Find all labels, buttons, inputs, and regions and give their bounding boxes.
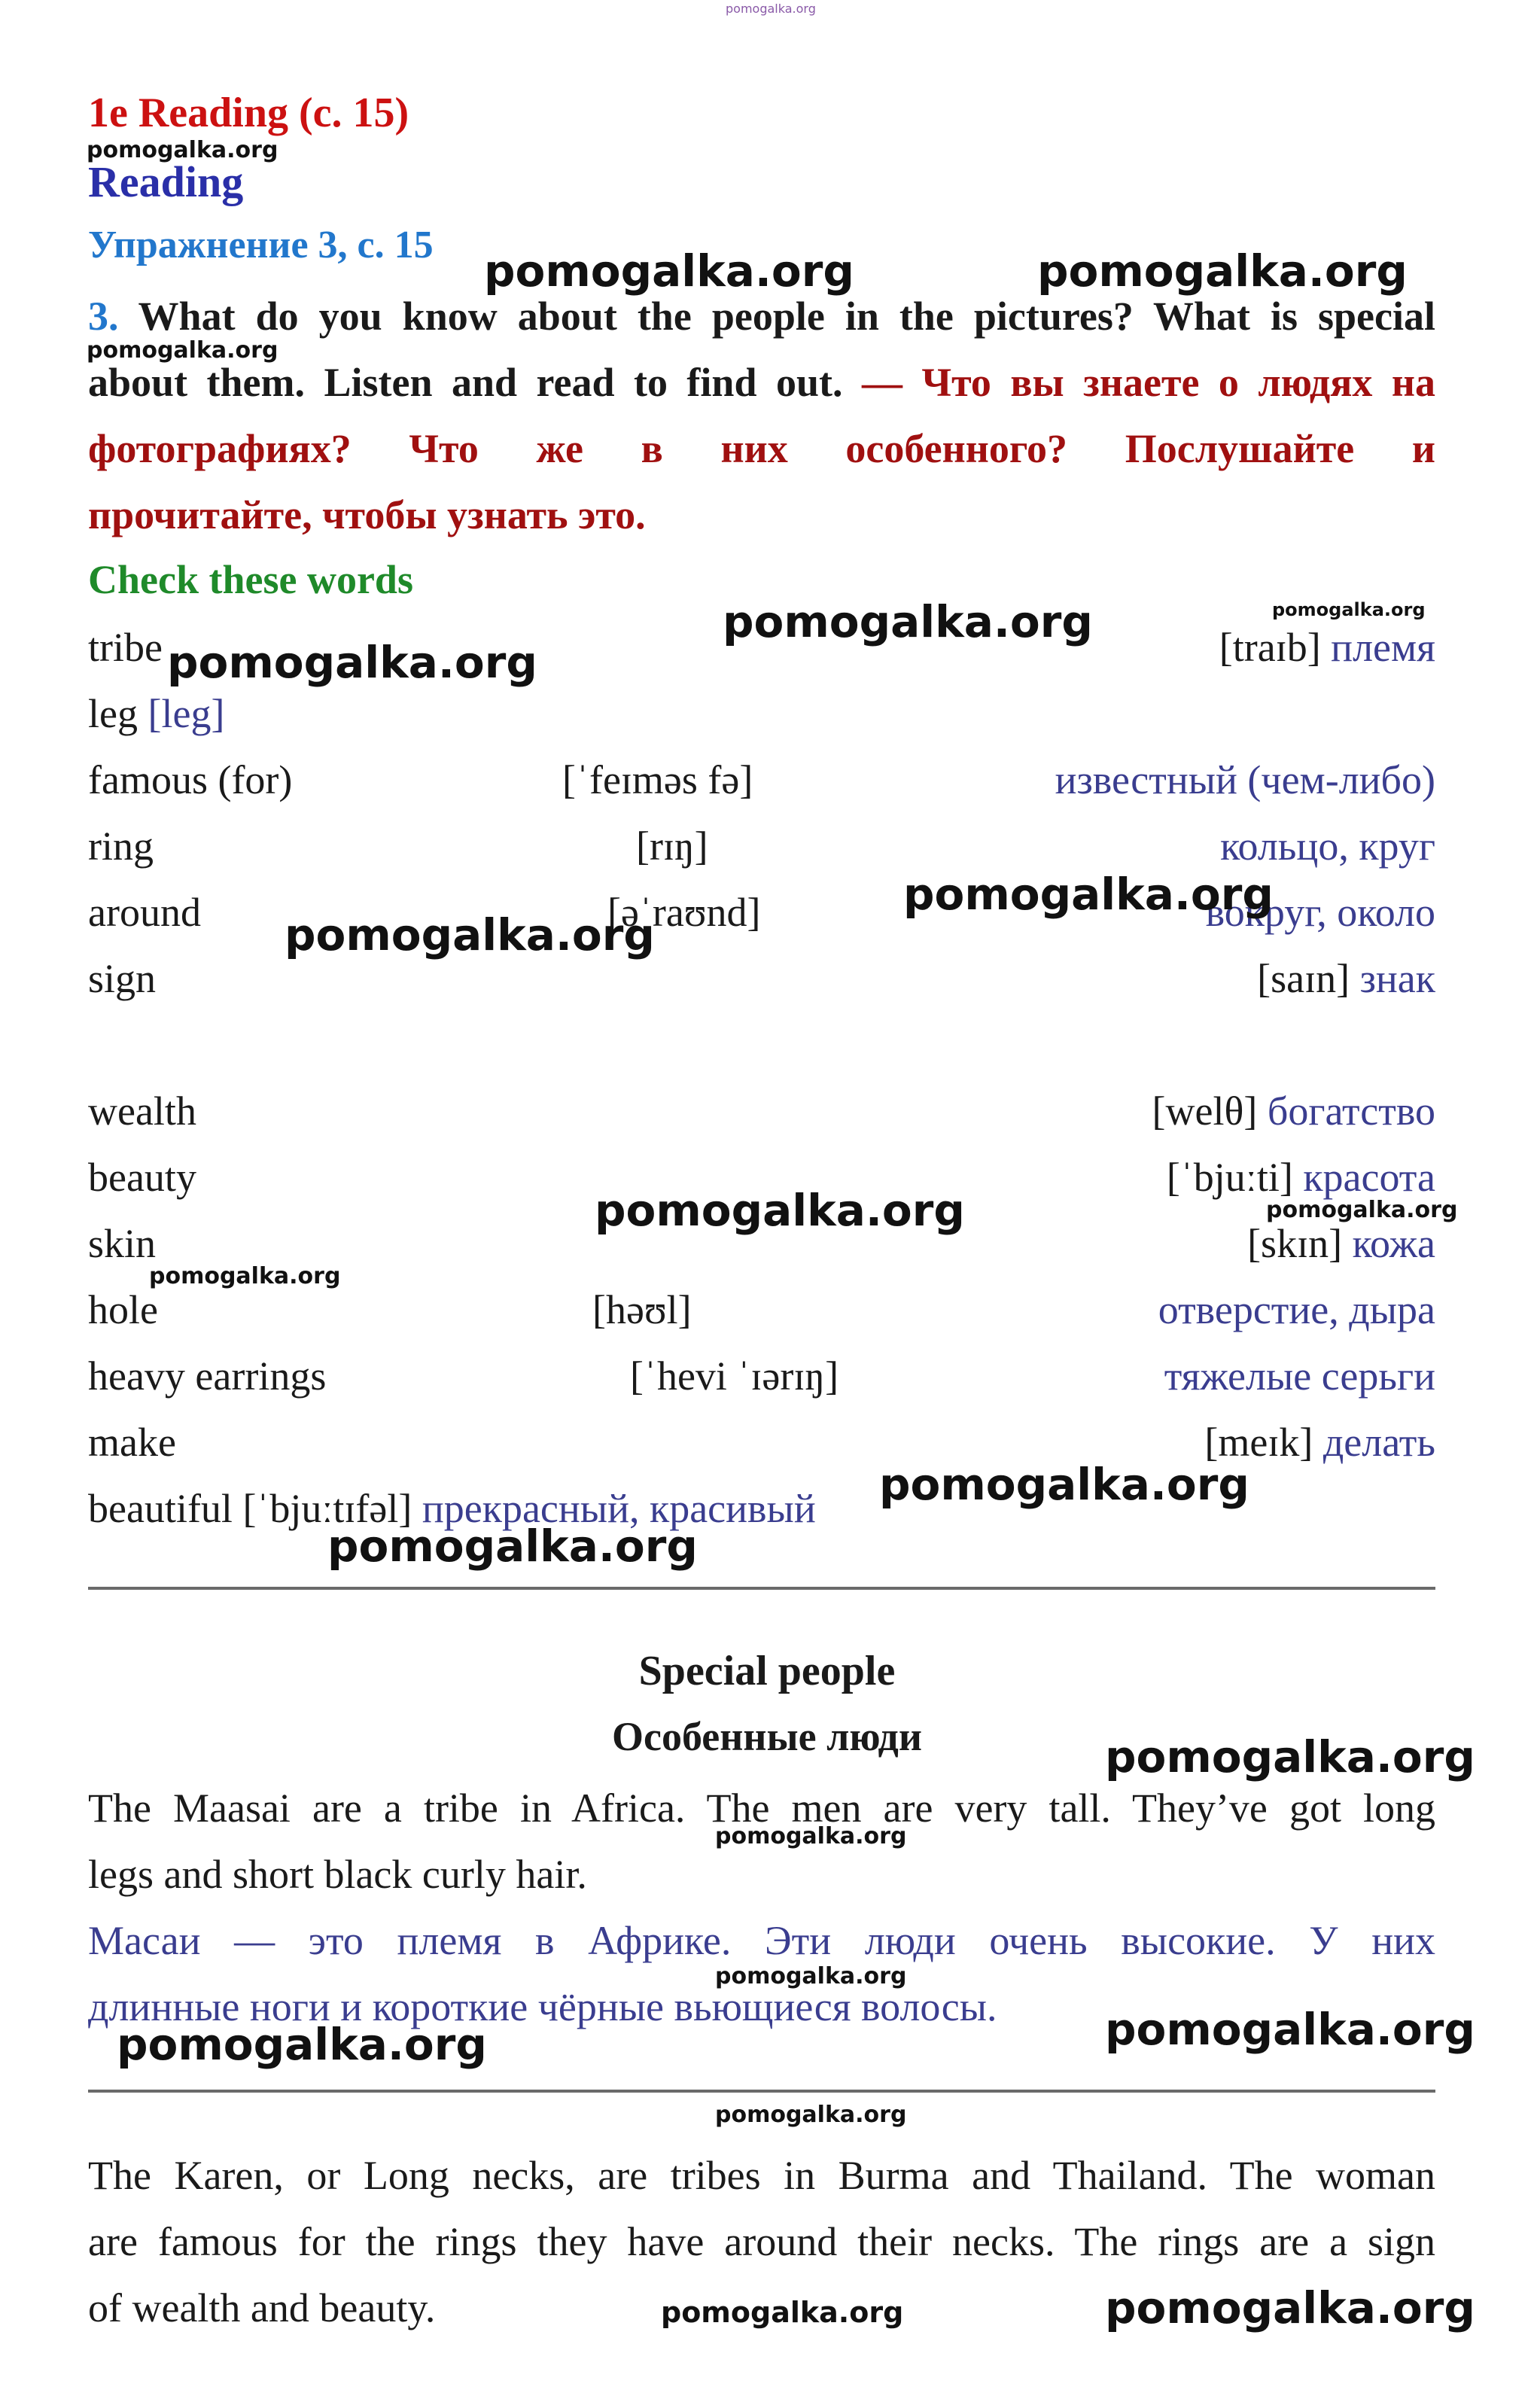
vocab-translation: кожа	[1352, 1221, 1435, 1266]
section-heading: Reading	[88, 157, 244, 206]
watermark: pomogalka.org	[1037, 245, 1408, 297]
paragraph-2-line-1: The Karen, or Long necks, are tribes in Burma and Thailand. The woman	[88, 2153, 1435, 2198]
vocab-word: ring	[88, 823, 154, 869]
watermark: pomogalka.org	[117, 2019, 487, 2070]
watermark: pomogalka.org	[1105, 2004, 1475, 2055]
watermark: pomogalka.org	[903, 869, 1274, 920]
divider	[88, 2090, 1435, 2093]
exercise-heading: Упражнение 3, с. 15	[88, 224, 434, 266]
paragraph-1-ru-line-2: длинные ноги и короткие чёрные вьющиеся волосы.	[88, 1984, 997, 2029]
vocab-word: tribe	[88, 625, 163, 670]
watermark-top: pomogalka.org	[726, 2, 816, 16]
watermark: pomogalka.org	[1266, 1197, 1458, 1223]
divider	[88, 1587, 1435, 1590]
watermark: pomogalka.org	[285, 909, 655, 960]
watermark: pomogalka.org	[87, 337, 278, 364]
vocab-transcription: [leg]	[148, 691, 225, 736]
vocab-word: sign	[88, 956, 157, 1001]
paragraph-1-ru-line-1: Масаи — это племя в Африке. Эти люди очень высокие. У них	[88, 1918, 1435, 1963]
vocab-translation: красота	[1303, 1155, 1435, 1200]
vocab-translation: кольцо, круг	[1220, 823, 1435, 869]
task-russian-3: прочитайте, чтобы узнать это.	[88, 492, 646, 537]
vocab-word: beautiful	[88, 1486, 233, 1531]
vocab-translation: известный (чем-либо)	[1055, 757, 1435, 802]
watermark: pomogalka.org	[149, 1263, 341, 1289]
vocab-transcription: [saɪn]	[1257, 956, 1350, 1001]
vocab-entry	[1152, 1078, 1435, 1144]
vocab-word: famous (for)	[88, 757, 293, 802]
vocab-transcription: [ˈhevi ˈɪərɪŋ]	[630, 1353, 839, 1399]
vocab-translation: вокруг, около	[1205, 890, 1435, 935]
vocab-row-leg	[88, 680, 1435, 747]
paragraph-1-en-line-1: The Maasai are a tribe in Africa. The men are very tall. They’ve got long	[88, 1785, 1435, 1831]
watermark: pomogalka.org	[595, 1185, 965, 1236]
vocab-row-hole	[88, 1277, 1435, 1343]
watermark: pomogalka.org	[879, 1459, 1249, 1510]
vocab-translation: прекрасный, красивый	[422, 1486, 816, 1531]
vocab-word: heavy earrings	[88, 1353, 327, 1399]
vocab-row-sign	[88, 945, 1435, 1012]
vocab-transcription: [rɪŋ]	[636, 823, 708, 869]
watermark: pomogalka.org	[1272, 599, 1426, 620]
vocab-transcription: [skɪn]	[1247, 1221, 1343, 1266]
task-line-2	[88, 349, 1435, 416]
vocab-word: leg	[88, 691, 138, 736]
vocab-transcription: [welθ]	[1152, 1088, 1258, 1134]
watermark: pomogalka.org	[1105, 1731, 1475, 1782]
watermark: pomogalka.org	[715, 1963, 907, 1989]
text-title-en: Special people	[638, 1648, 896, 1694]
task-line-1	[88, 283, 1435, 349]
vocab-entry	[1219, 614, 1435, 680]
vocab-translation: богатство	[1267, 1088, 1435, 1134]
vocab-word: beauty	[88, 1155, 196, 1200]
vocab-word: skin	[88, 1221, 157, 1266]
watermark: pomogalka.org	[484, 245, 854, 297]
vocab-transcription: [ˈbjuːtɪfəl]	[242, 1486, 412, 1531]
check-words-heading: Check these words	[88, 557, 413, 602]
vocab-transcription: [əˈraʊnd]	[607, 890, 761, 935]
task-english-1: What do you know about the people in the pictures? What is special	[138, 294, 1435, 339]
vocab-transcription: [traɪb]	[1219, 625, 1321, 670]
vocab-entry	[1247, 1210, 1435, 1277]
watermark: pomogalka.org	[87, 137, 278, 163]
watermark: pomogalka.org	[167, 637, 537, 688]
vocab-word: make	[88, 1420, 176, 1465]
vocab-translation: племя	[1331, 625, 1435, 670]
vocab-transcription: [ˈfeɪməs fə]	[562, 757, 753, 802]
vocab-transcription: [həʊl]	[592, 1287, 692, 1332]
vocab-entry	[1257, 945, 1435, 1012]
lesson-title: 1e Reading (с. 15)	[88, 90, 409, 136]
task-russian-1: — Что вы знаете о людях на	[861, 360, 1435, 405]
watermark: pomogalka.org	[661, 2296, 904, 2329]
vocab-word: wealth	[88, 1088, 196, 1134]
vocab-row-wealth	[88, 1078, 1435, 1144]
vocab-word: hole	[88, 1287, 158, 1332]
task-number: 3.	[88, 294, 119, 339]
text-title-ru: Особенные люди	[612, 1714, 922, 1759]
vocab-translation: знак	[1359, 956, 1435, 1001]
watermark: pomogalka.org	[1105, 2282, 1475, 2333]
vocab-row-famous	[88, 747, 1435, 813]
vocab-transcription: [ˈbjuːti]	[1166, 1155, 1293, 1200]
paragraph-2-line-2: are famous for the rings they have around their necks. The rings are a sign	[88, 2219, 1435, 2264]
vocab-transcription: [meɪk]	[1204, 1420, 1313, 1465]
watermark: pomogalka.org	[715, 2102, 907, 2128]
paragraph-2-line-3: of wealth and beauty.	[88, 2285, 436, 2330]
watermark: pomogalka.org	[327, 1521, 698, 1572]
vocab-row-heavy-earrings	[88, 1343, 1435, 1409]
vocab-translation: делать	[1322, 1420, 1435, 1465]
task-russian-2: фотографиях? Что же в них особенного? Послушайте и	[88, 426, 1435, 471]
watermark: pomogalka.org	[723, 596, 1093, 647]
paragraph-1-en-line-2: legs and short black curly hair.	[88, 1852, 587, 1897]
task-english-2: about them. Listen and read to find out.	[88, 360, 843, 405]
vocab-word: around	[88, 890, 201, 935]
watermark: pomogalka.org	[715, 1823, 907, 1849]
vocab-translation: тяжелые серьги	[1164, 1353, 1435, 1399]
vocab-translation: отверстие, дыра	[1158, 1287, 1435, 1332]
